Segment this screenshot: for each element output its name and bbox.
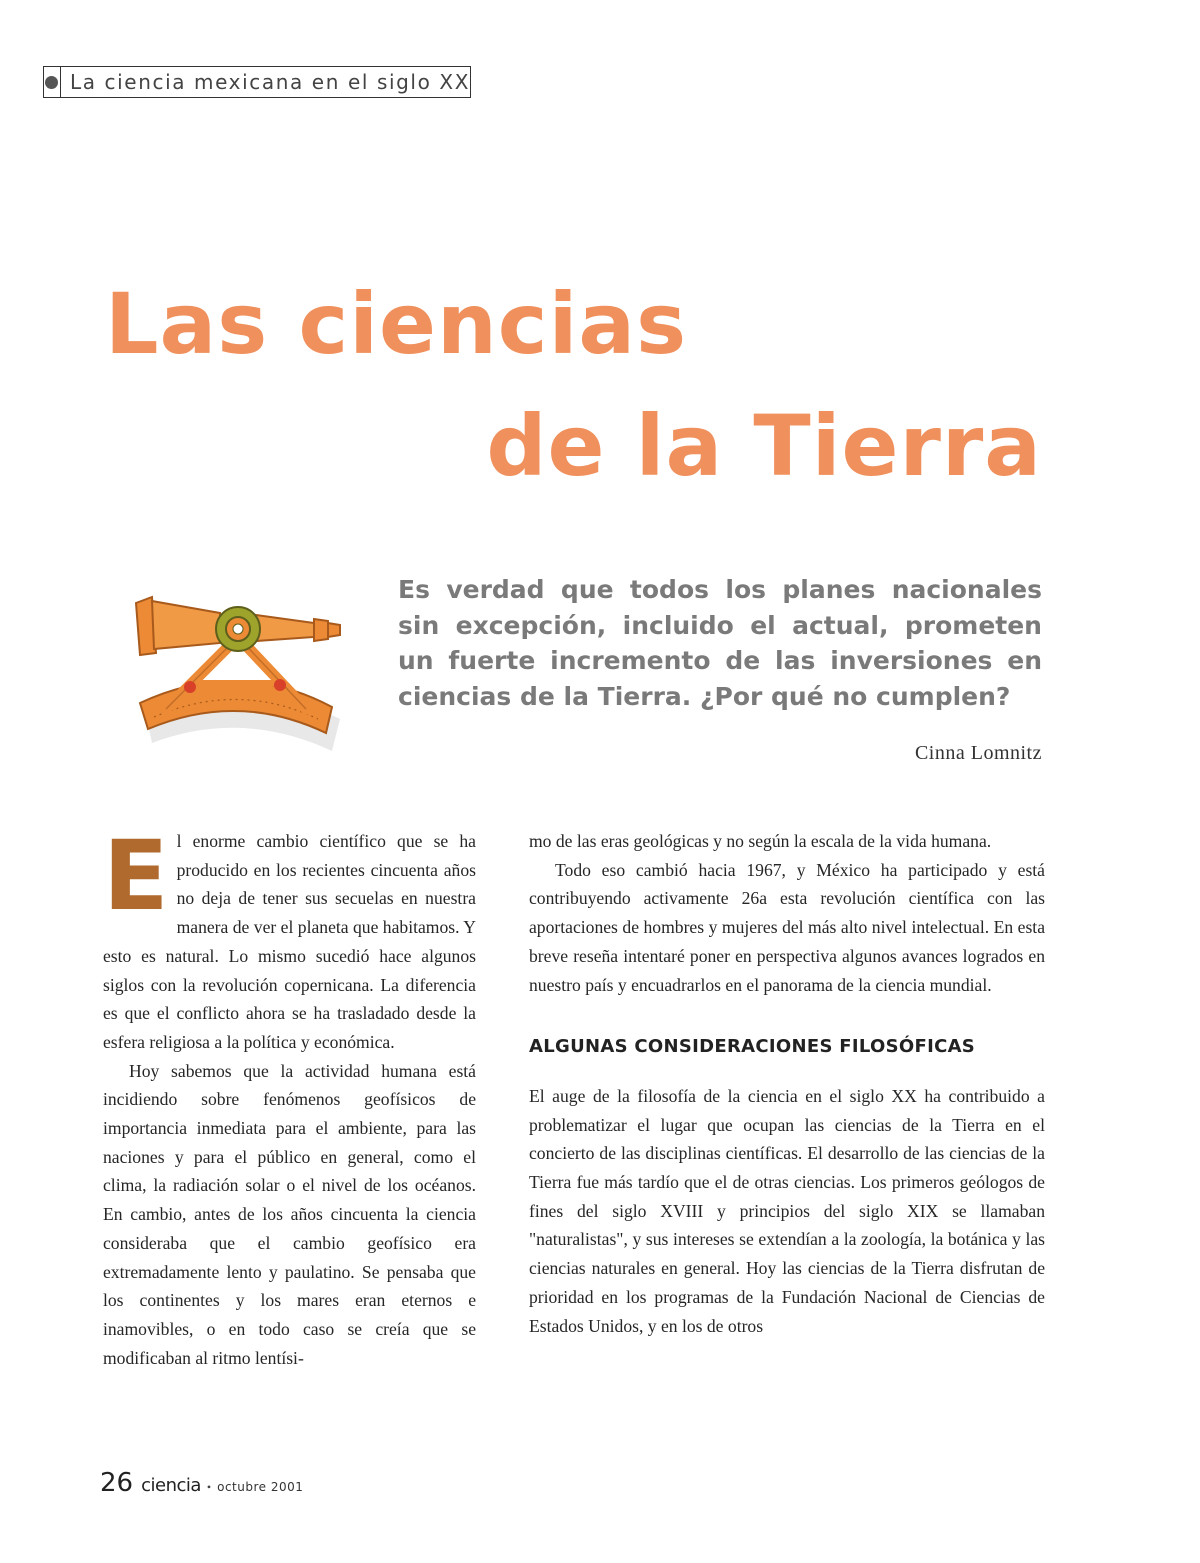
article-abstract: Es verdad que todos los planes nacionales sin excepción, incluido el actual, prometen un fuerte incremento de las inversiones en ciencias de la Tierra. ¿Por qué no cumplen? [398, 575, 1042, 711]
bullet-dot-icon [45, 76, 58, 89]
page-footer [100, 1468, 303, 1498]
article-author: Cinna Lomnitz [914, 742, 1042, 764]
section-tag [43, 66, 471, 98]
body-column-right [529, 827, 1045, 1340]
paragraph-5: El auge de la filosofía de la ciencia en el siglo XX ha contribuido a problematizar el lugar que ocupan las ciencias de la Tierra en el concierto de las disciplinas científicas. El desarrollo de las ciencias de la Tierra fue más tardío que el de otras ciencias. Los primeros geólogos de fines del siglo XVIII y principios del siglo XIX se llamaban "naturalistas", y sus intereses se extendían a la zoología, la botánica y las ciencias naturales en general. Hoy las ciencias de la Tierra disfrutan de prioridad en los programas de la Fundación Nacional de Ciencias de Estados Unidos, y en los de otros [529, 1085, 1045, 1336]
section-label: La ciencia mexicana en el siglo XX [69, 70, 470, 94]
section-subheading: ALGUNAS CONSIDERACIONES FILOSÓFICAS [529, 1036, 976, 1058]
page-number: 26 [100, 1468, 134, 1498]
footer-separator: • [206, 1480, 212, 1494]
sextant-illustration-icon [128, 585, 348, 755]
paragraph-2: Hoy sabemos que la actividad humana está incidiendo sobre fenómenos geofísicos de importancia inmediata para el ambiente, para las naciones y para el público en general, como el clima, la radiación solar o el nivel de los océanos. En cambio, antes de los años cincuenta la ciencia consideraba que el cambio geofísico era extremadamente lento y paulatino. Se pensaba que los continentes y los mares eran eternos e inamovibles, o en todo caso se creía que se modificaban al ritmo lentísi- [103, 1060, 476, 1368]
body-column-left [103, 820, 476, 1372]
magazine-name: ciencia [141, 1475, 201, 1496]
issue-date: octubre 2001 [217, 1480, 304, 1494]
paragraph-intro-text: l enorme cambio científico que se ha producido en los recientes cincuenta años no deja de tener sus secuelas en nuestra manera de ver el planeta que habitamos. Y esto es natural. Lo mismo sucedió hace algunos siglos con la revolución copernicana. La diferencia es que el conflicto ahora se ha trasladado desde la esfera religiosa a la política y económica. [103, 831, 476, 1052]
drop-cap: E [103, 820, 169, 932]
paragraph-3: mo de las eras geológicas y no según la escala de la vida humana. [529, 831, 992, 851]
paragraph-intro [103, 820, 476, 1057]
article-title-line-1: Las ciencias [105, 275, 688, 373]
paragraph-4: Todo eso cambió hacia 1967, y México ha participado y está contribuyendo activamente 26a esta revolución científica con las aportaciones de hombres y mujeres del más alto nivel intelectual. En esta breve reseña intentaré poner en perspectiva algunos avances logrados en nuestro país y encuadrarlos en el panorama de la ciencia mundial. [529, 859, 1045, 995]
article-title-line-2: de la Tierra [486, 397, 1042, 495]
section-bullet-box [44, 67, 61, 97]
